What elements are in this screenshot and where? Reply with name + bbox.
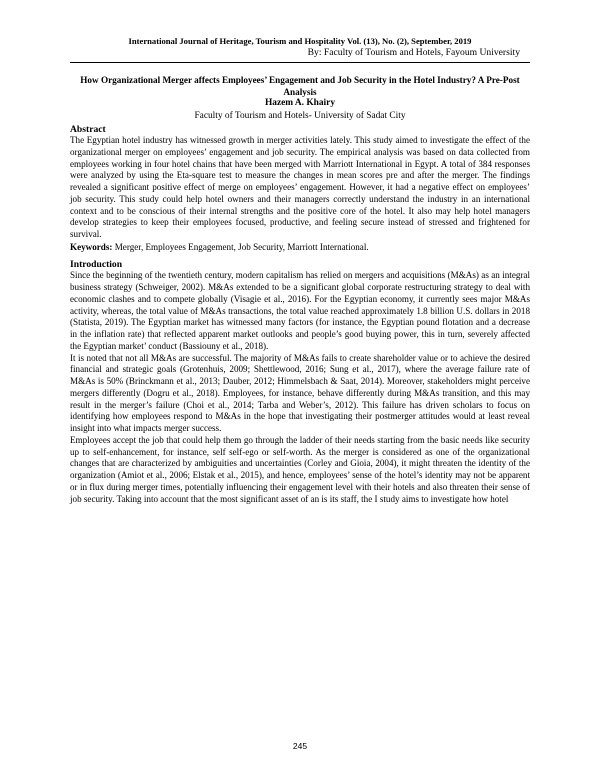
intro-paragraph-3: Employees accept the job that could help them go through the ladder of their needs starting from the basic needs like security up to self-enhancement, for instance, self self-ego or self-worth. As the merger is considered as one of the organizational changes that are characterized by ambiguities and uncertainties (Corley and Gioia, 2004), it might threaten the identity of the organization (Amiot et al., 2006; Elstak et al., 2015), and hence, employees’ sense of the hotel’s identity may not be apparent or in flux during merger times, potentially influencing their engagement level with their hotels and also threaten their sense of job security. Taking into account that the most significant asset of an is its staff, the I study aims to investigate how hotel [70,434,530,504]
abstract-text: The Egyptian hotel industry has witnessed growth in merger activities lately. This study aimed to investigate the effect of the organizational merger on employees’ engagement and job security. The empirical analysis was based on data collected from employees working in four hotel chains that have been merged with Marriott International in Egypt. A total of 384 responses were analyzed by using the Eta-square test to measure the changes in mean scores pre and after the merger. The findings revealed a significant positive effect of merge on employees’ engagement. However, it had a negative effect on employees’ job security. This study could help hotel owners and their managers correctly understand the industry in an international context and to be conscious of their internal strengths and the positive core of the hotel. It also may help hotel managers develop strategies to keep their employees focused, productive, and feeling secure instead of stressed and frightened for survival. [70,135,530,239]
journal-header: International Journal of Heritage, Tourism and Hospitality Vol. (13), No. (2), September, 2019 [128,36,472,46]
journal-byline: By: Faculty of Tourism and Hotels, Fayoum University [307,47,520,58]
article-title: How Organizational Merger affects Employees’ Engagement and Job Security in the Hotel Industry? A Pre-Post Analysis [80,75,520,97]
keywords-label: Keywords: [70,241,113,252]
introduction-heading: Introduction [70,258,123,270]
page-number: 245 [292,741,308,751]
keywords-line [70,241,530,253]
header-rule [70,62,530,63]
keywords-list: Merger, Employees Engagement, Job Security, Marriott International. [112,241,369,252]
article-author: Hazem A. Khairy [264,98,336,108]
article-affiliation: Faculty of Tourism and Hotels- University of Sadat City [194,110,406,121]
intro-paragraph-2: It is noted that not all M&As are successful. The majority of M&As fails to create shareholder value or to achieve the desired financial and strategic goals (Grotenhuis, 2009; Shettlewood, 2016; Sung et al., 2017), where the average failure rate of M&As is 50% (Brinckmann et al., 2013; Dauber, 2012; Himmelsbach & Saat, 2014). Moreover, stakeholders might perceive mergers differently (Dogru et al., 2018). Employees, for instance, behave differently during M&As transition, and this may result in the merger’s failure (Choi et al., 2014; Tarba and Weber’s, 2012). This failure has driven scholars to focus on identifying how employees respond to M&As in the hope that investigating their postmerger attitudes would at least reveal insight into what impacts merger success. [70,352,530,433]
intro-paragraph-1: Since the beginning of the twentieth century, modern capitalism has relied on mergers and acquisitions (M&As) as an integral business strategy (Schweiger, 2002). M&As extended to be a significant global corporate restructuring strategy to deal with economic clashes and to compete globally (Visagie et al., 2016). For the Egyptian economy, it currently sees major M&As activity, whereas, the total value of M&As transactions, the total value reached approximately 1.8 billion U.S. dollars in 2018 (Statista, 2019). The Egyptian market has witnessed many factors (for instance, the Egyptian pound flotation and a decrease in the inflation rate) that reflected apparent market outlooks and people’s good buying power, this in turn, severely affected the Egyptian market’ conduct (Bassiouny et al., 2018). [70,270,530,351]
abstract-heading: Abstract [70,123,106,135]
paper-page [70,36,530,505]
